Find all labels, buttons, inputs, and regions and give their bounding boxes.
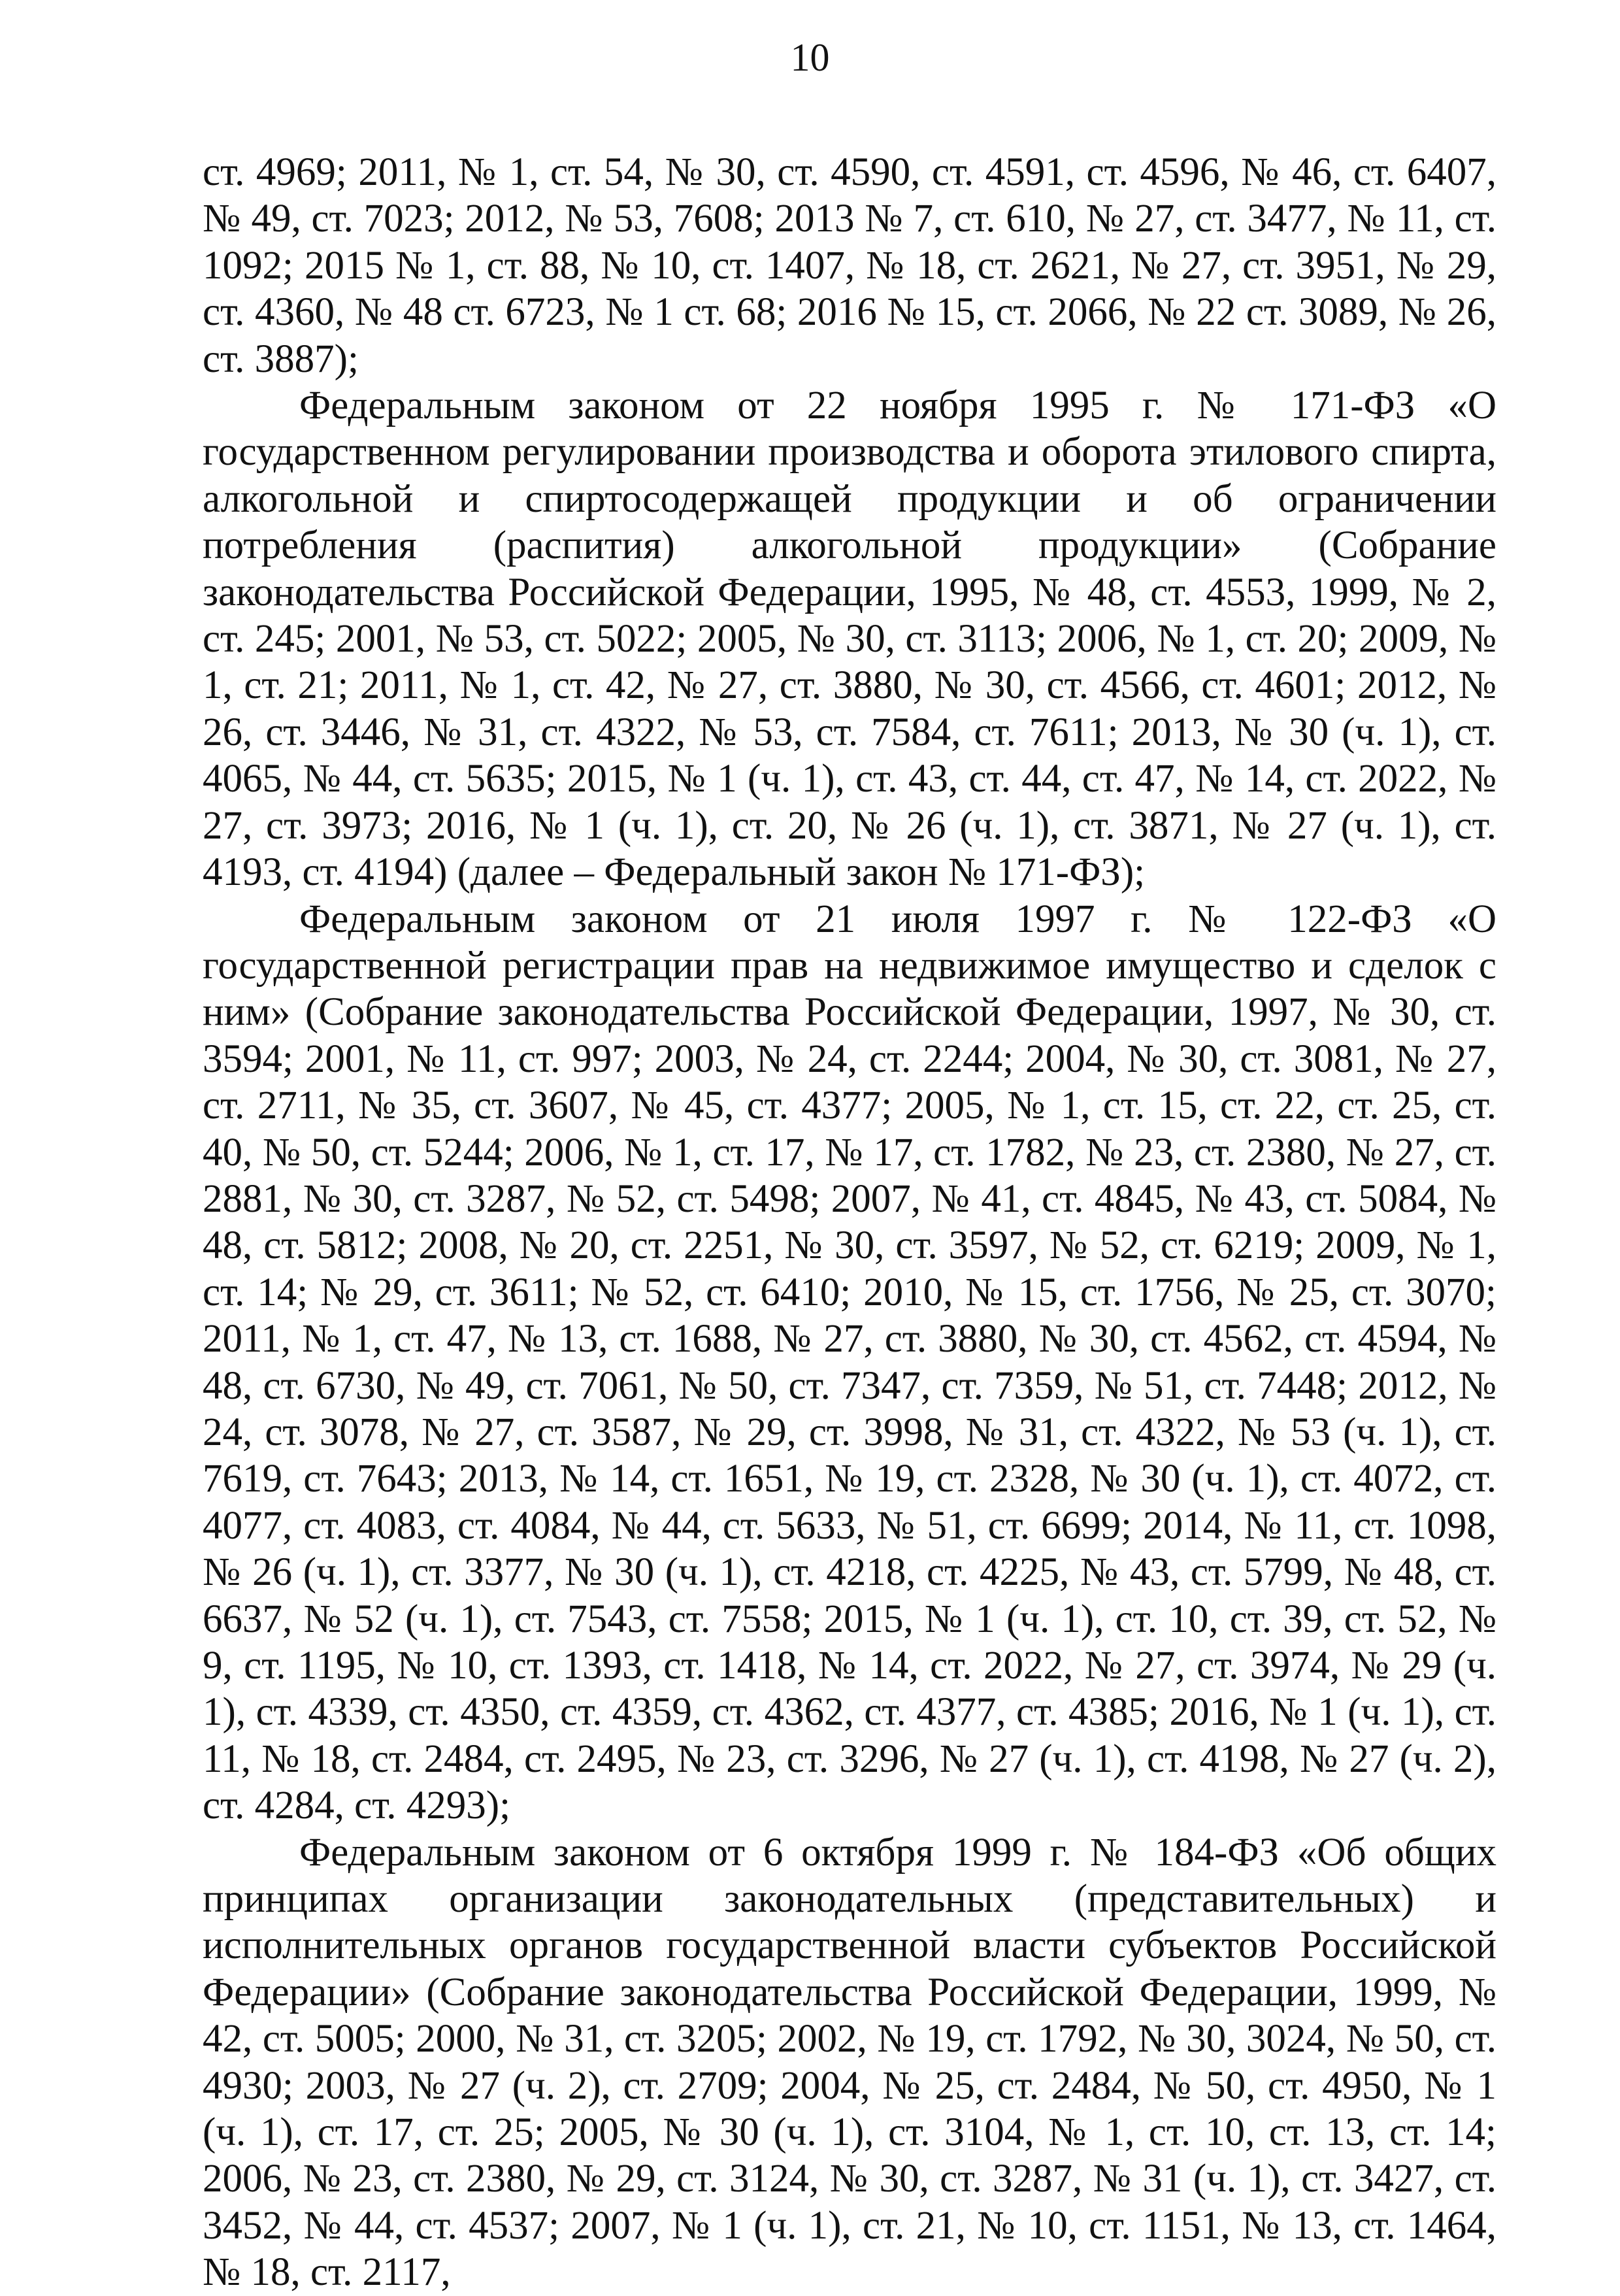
paragraph-continuation: ст. 4969; 2011, № 1, ст. 54, № 30, ст. 4590, ст. 4591, ст. 4596, № 46, ст. 6407, № 49, ст. 7023; 2012, № 53, 7608; 2013 № 7, ст. 610, № 27, ст. 3477, № 11, ст. 1092; 2015 № 1, ст. 88, № 10, ст. 1407, № 18, ст. 2621, № 27, ст. 3951, № 29, ст. 4360, № 48 ст. 6723, № 1 ст. 68; 2016 № 15, ст. 2066, № 22 ст. 3089, № 26, ст. 3887); xyxy=(203,150,1496,381)
paragraph-law-122-fz: Федеральным законом от 21 июля 1997 г. № 122-ФЗ «О государственной регистрации прав на недвижимое имущество и сделок с ним» (Собрание законодательства Российской Федерации, 1997, № 30, ст. 3594; 2001, № 11, ст. 997; 2003, № 24, ст. 2244; 2004, № 30, ст. 3081, № 27, ст. 2711, № 35, ст. 3607, № 45, ст. 4377; 2005, № 1, ст. 15, ст. 22, ст. 25, ст. 40, № 50, ст. 5244; 2006, № 1, ст. 17, № 17, ст. 1782, № 23, ст. 2380, № 27, ст. 2881, № 30, ст. 3287, № 52, ст. 5498; 2007, № 41, ст. 4845, № 43, ст. 5084, № 48, ст. 5812; 2008, № 20, ст. 2251, № 30, ст. 3597, № 52, ст. 6219; 2009, № 1, ст. 14; № 29, ст. 3611; № 52, ст. 6410; 2010, № 15, ст. 1756, № 25, ст. 3070; 2011, № 1, ст. 47, № 13, ст. 1688, № 27, ст. 3880, № 30, ст. 4562, ст. 4594, № 48, ст. 6730, № 49, ст. 7061, № 50, ст. 7347, ст. 7359, № 51, ст. 7448; 2012, № 24, ст. 3078, № 27, ст. 3587, № 29, ст. 3998, № 31, ст. 4322, № 53 (ч. 1), ст. 7619, ст. 7643; 2013, № 14, ст. 1651, № 19, ст. 2328, № 30 (ч. 1), ст. 4072, ст. 4077, ст. 4083, ст. 4084, № 44, ст. 5633, № 51, ст. 6699; 2014, № 11, ст. 1098, № 26 (ч. 1), ст. 3377, № 30 (ч. 1), ст. 4218, ст. 4225, № 43, ст. 5799, № 48, ст. 6637, № 52 (ч. 1), ст. 7543, ст. 7558; 2015, № 1 (ч. 1), ст. 10, ст. 39, ст. 52, № 9, ст. 1195, № 10, ст. 1393, ст. 1418, № 14, ст. 2022, № 27, ст. 3974, № 29 (ч. 1), ст. 4339, ст. 4350, ст. 4359, ст. 4362, ст. 4377, ст. 4385; 2016, № 1 (ч. 1), ст. 11, № 18, ст. 2484, ст. 2495, № 23, ст. 3296, № 27 (ч. 1), ст. 4198, № 27 (ч. 2), ст. 4284, ст. 4293); xyxy=(203,897,1496,1828)
page-number: 10 xyxy=(790,36,830,79)
document-body xyxy=(203,149,1496,2296)
paragraph-law-184-fz: Федеральным законом от 6 октября 1999 г. № 184-ФЗ «Об общих принципах организации законодательных (представительных) и исполнительных органов государственной власти субъектов Российской Федерации» (Собрание законодательства Российской Федерации, 1999, № 42, ст. 5005; 2000, № 31, ст. 3205; 2002, № 19, ст. 1792, № 30, 3024, № 50, ст. 4930; 2003, № 27 (ч. 2), ст. 2709; 2004, № 25, ст. 2484, № 50, ст. 4950, № 1 (ч. 1), ст. 17, ст. 25; 2005, № 30 (ч. 1), ст. 3104, № 1, ст. 10, ст. 13, ст. 14; 2006, № 23, ст. 2380, № 29, ст. 3124, № 30, ст. 3287, № 31 (ч. 1), ст. 3427, ст. 3452, № 44, ст. 4537; 2007, № 1 (ч. 1), ст. 21, № 10, ст. 1151, № 13, ст. 1464, № 18, ст. 2117, xyxy=(203,1830,1496,2295)
paragraph-law-171-fz: Федеральным законом от 22 ноября 1995 г. № 171-ФЗ «О государственном регулировании производства и оборота этилового спирта, алкогольной и спиртосодержащей продукции и об ограничении потребления (распития) алкогольной продукции» (Собрание законодательства Российской Федерации, 1995, № 48, ст. 4553, 1999, № 2, ст. 245; 2001, № 53, ст. 5022; 2005, № 30, ст. 3113; 2006, № 1, ст. 20; 2009, № 1, ст. 21; 2011, № 1, ст. 42, № 27, ст. 3880, № 30, ст. 4566, ст. 4601; 2012, № 26, ст. 3446, № 31, ст. 4322, № 53, ст. 7584, ст. 7611; 2013, № 30 (ч. 1), ст. 4065, № 44, ст. 5635; 2015, № 1 (ч. 1), ст. 43, ст. 44, ст. 47, № 14, ст. 2022, № 27, ст. 3973; 2016, № 1 (ч. 1), ст. 20, № 26 (ч. 1), ст. 3871, № 27 (ч. 1), ст. 4193, ст. 4194) (далее – Федеральный закон № 171-ФЗ); xyxy=(203,384,1496,895)
